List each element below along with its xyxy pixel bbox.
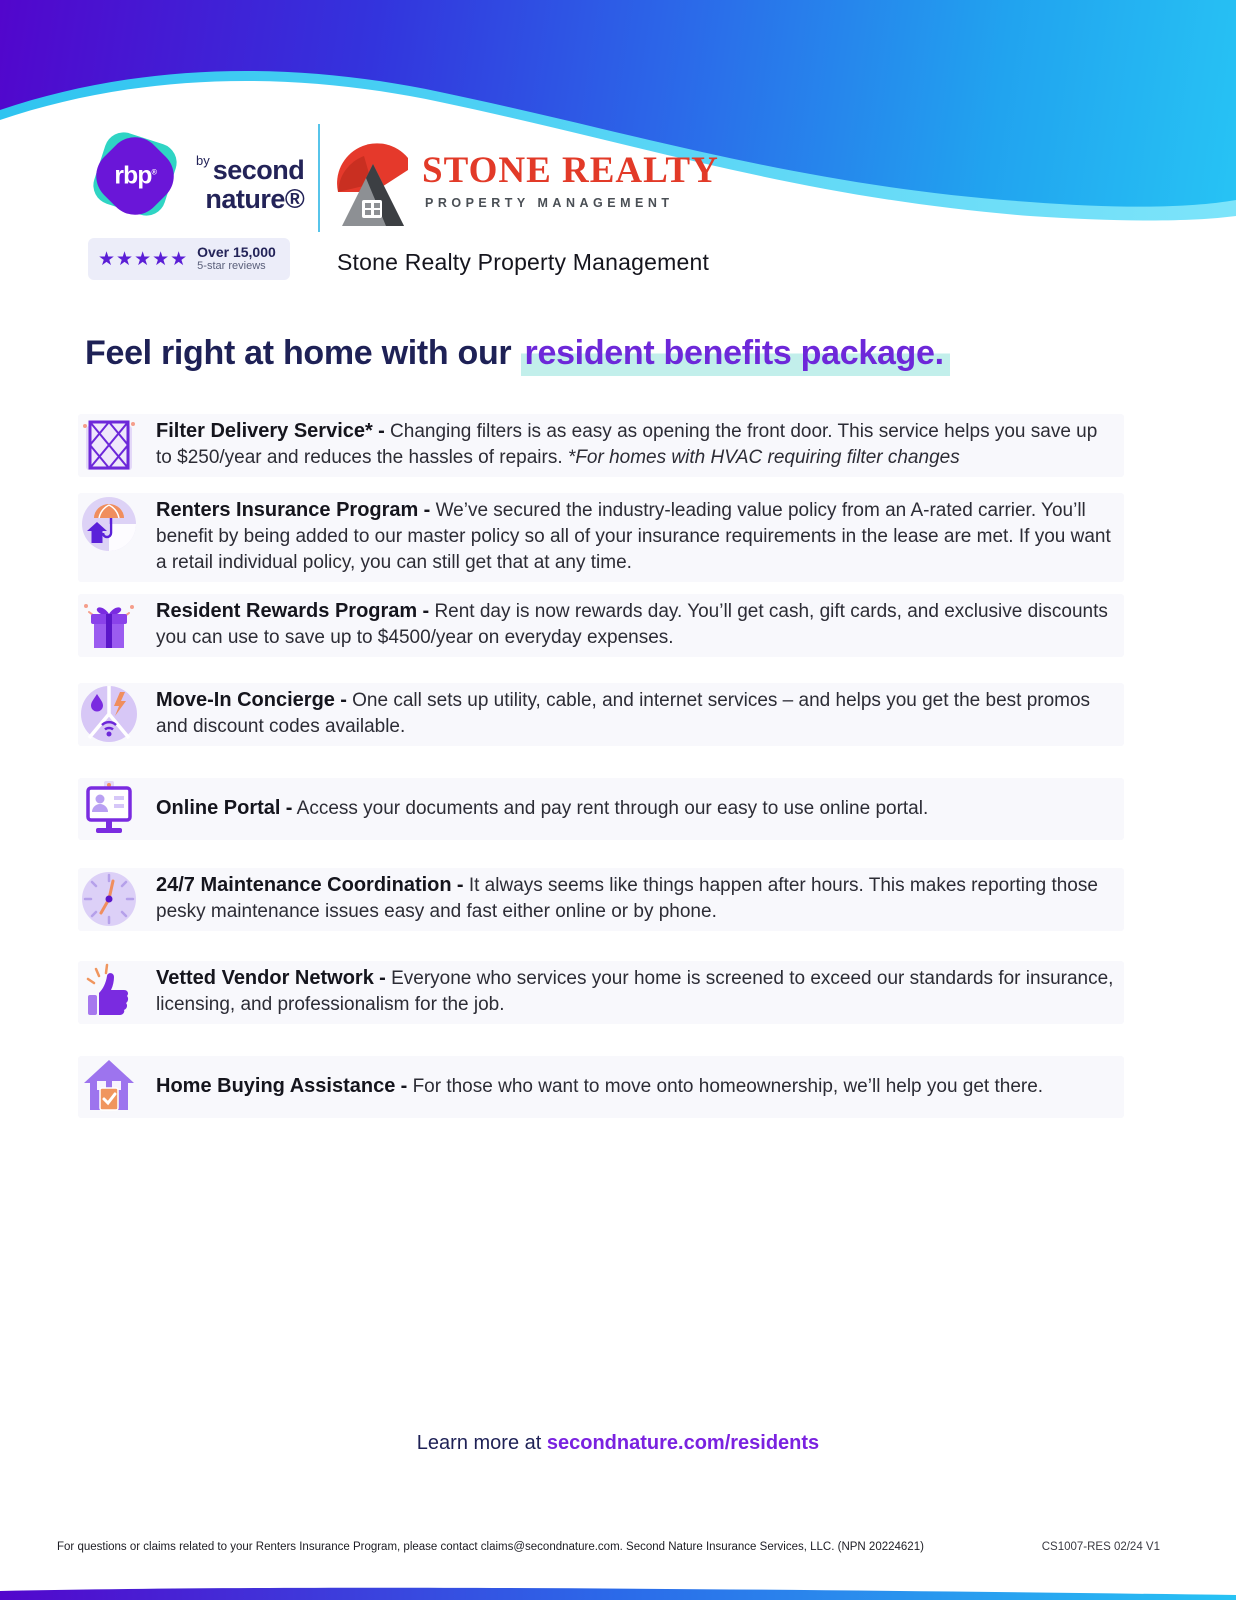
- benefit-dash: -: [422, 600, 430, 622]
- reviews-caption: 5-star reviews: [197, 260, 266, 272]
- benefit-title: 24/7 Maintenance Coordination: [156, 874, 452, 896]
- benefit-description: Changing filters is as easy as opening the front door. This service helps you save up to $250/year and reduces the hassles of repairs.: [156, 421, 1098, 468]
- reviews-badge: [88, 238, 290, 280]
- benefit-title: Resident Rewards Program: [156, 600, 418, 622]
- company-name: Stone Realty Property Management: [337, 249, 710, 275]
- page-title: [85, 334, 950, 373]
- document-code: CS1007-RES 02/24 V1: [1041, 1541, 1160, 1553]
- benefit-description: Everyone who services your home is screened to exceed our standards for insurance, licensing, and professionalism for the job.: [156, 968, 1114, 1015]
- stone-realty-name: STONE REALTY: [422, 150, 719, 191]
- learn-more-line: [0, 1432, 1236, 1455]
- filter-delivery-icon: [78, 414, 140, 476]
- logo-divider: [318, 124, 320, 232]
- resident-rewards-icon: [78, 594, 140, 656]
- vetted-vendor-icon: [78, 961, 140, 1023]
- title-prefix: Feel right at home with our: [85, 334, 512, 372]
- online-portal-icon: [78, 778, 140, 840]
- benefit-dash: -: [340, 689, 347, 711]
- fine-print: For questions or claims related to your Renters Insurance Program, please contact claims@secondnature.com. Second Nature Insurance Services, LLC. (NPN 20224621): [57, 1541, 924, 1553]
- benefit-title: Move-In Concierge: [156, 689, 335, 711]
- benefit-online-portal: [78, 778, 1124, 840]
- benefit-move-in-concierge: [78, 683, 1124, 746]
- benefit-title: Online Portal: [156, 797, 281, 819]
- benefit-title: Vetted Vendor Network: [156, 967, 374, 989]
- renters-insurance-icon: [78, 493, 140, 555]
- rbp-registered-mark: ®: [151, 167, 156, 176]
- reviews-count: Over 15,000: [197, 244, 276, 260]
- benefit-description: Rent day is now rewards day. You’ll get cash, gift cards, and exclusive discounts you can use to save up to $4500/year on everyday expenses.: [156, 601, 1108, 648]
- rbp-logo-text: rbp: [114, 162, 152, 190]
- benefit-description: We’ve secured the industry-leading value policy from an A-rated carrier. You’ll benefit by being added to our master policy so all of your insurance requirements in the lease are met. If you want a retail individual policy, you can still get that at any time.: [156, 500, 1111, 573]
- learn-more-link[interactable]: secondnature.com/residents: [546, 1432, 820, 1454]
- footer-wave-graphic: [0, 1584, 1236, 1600]
- benefit-renters-insurance: [78, 493, 1124, 582]
- benefit-dash: -: [400, 1075, 408, 1097]
- benefit-vetted-vendor: [78, 961, 1124, 1024]
- benefit-dash: -: [456, 874, 464, 896]
- benefit-maintenance: [78, 868, 1124, 931]
- benefit-note: *For homes with HVAC requiring filter changes: [567, 447, 960, 468]
- benefit-description: One call sets up utility, cable, and internet services – and helps you get the best promos and discount codes available.: [156, 690, 1091, 737]
- benefit-dash: -: [379, 967, 386, 989]
- title-highlight: resident benefits package.: [521, 334, 950, 376]
- learn-more-prefix: Learn more at: [416, 1432, 547, 1454]
- benefit-dash: -: [378, 420, 385, 442]
- benefit-description: For those who want to move onto homeownership, we’ll help you get there.: [412, 1076, 1044, 1097]
- benefit-title: Renters Insurance Program: [156, 499, 419, 521]
- rbp-logo: [92, 133, 178, 223]
- benefit-home-buying: [78, 1056, 1124, 1118]
- stone-realty-logo: [334, 140, 719, 232]
- benefits-list: [78, 414, 1124, 1118]
- maintenance-icon: [78, 868, 140, 930]
- home-buying-icon: [78, 1056, 140, 1118]
- benefit-dash: -: [423, 499, 431, 521]
- benefit-title: Home Buying Assistance: [156, 1075, 396, 1097]
- five-stars-icon: ★★★★★: [98, 248, 189, 270]
- benefit-description: Access your documents and pay rent through our easy to use online portal.: [296, 798, 929, 819]
- byline-by: by: [196, 153, 210, 168]
- second-nature-wordmark: [196, 148, 304, 216]
- benefit-filter-delivery: [78, 414, 1124, 477]
- rbp-logo-purple-shape: [85, 126, 185, 226]
- benefit-resident-rewards: [78, 594, 1124, 657]
- benefit-description: It always seems like things happen after hours. This makes reporting those pesky maintenance issues easy and fast either online or by phone.: [156, 875, 1098, 922]
- brand-nature: nature®: [205, 184, 305, 214]
- move-in-concierge-icon: [78, 683, 140, 745]
- brand-second: second: [212, 155, 305, 185]
- stone-realty-subtitle: PROPERTY MANAGEMENT: [425, 196, 674, 210]
- stone-realty-house-icon: [334, 140, 412, 232]
- benefit-dash: -: [285, 797, 293, 819]
- benefit-title: Filter Delivery Service*: [156, 420, 373, 442]
